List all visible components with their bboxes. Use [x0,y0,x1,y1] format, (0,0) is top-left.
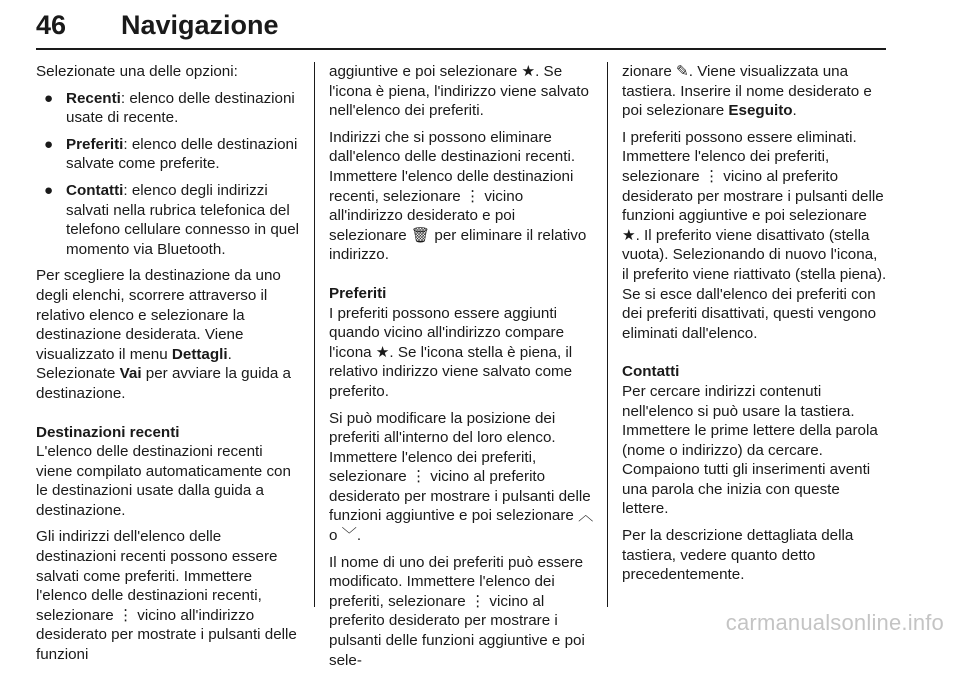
option-text: : elenco delle destinazioni usate di recente. [66,89,295,127]
contatti-paragraph-1: Per cercare indirizzi contenuti nell'elenco si può usare la tastiera. Immettere le prime lettere della parola (nome o indirizzo) da cercare. Compaiono tutti gli inserimenti aventi una parola che inizia con queste lettere. [622,382,878,518]
section-heading-preferiti: Preferiti [329,284,387,302]
column-2 [329,62,595,677]
button-eseguito: Eseguito [728,102,793,120]
bullet-icon: ● [44,181,54,199]
page-header [36,0,886,50]
option-text: : elenco degli indirizzi salvati nella rubrica telefonica del telefono cellulare connesso in quel momento via Bluetooth. [66,181,300,258]
preferiti-paragraph-1: I preferiti possono essere aggiunti quando vicino all'indirizzo compare l'icona ★. Se l'icona stella è piena, il relativo indirizzo viene salvato come preferito. [329,304,573,400]
option-term: Recenti [66,89,121,107]
column-1 [36,62,300,672]
watermark: carmanualsonline.info [725,610,944,635]
chapter-title: Navigazione [121,10,279,40]
header-rule [36,48,886,50]
option-term: Contatti [66,181,124,199]
bullet-icon: ● [44,89,54,107]
column-divider [607,62,608,607]
menu-dettagli: Dettagli [171,345,228,363]
preferiti-paragraph-5: I preferiti possono essere eliminati. Immettere l'elenco dei preferiti, selezionare ⋮ vicino al preferito desiderato per mostrare i pulsanti delle funzioni aggiuntive e poi selezionare ★. Il preferito viene disattivato (stella vuota). Selezionando di nuovo l'icona, il preferito viene riattivato (stella piena). Se si esce dall'elenco dei preferiti con dei preferiti disattivati, questi vengono eliminati dall'elenco. [622,128,887,342]
contatti-paragraph-2: Per la descrizione dettagliata della tastiera, vedere quanto detto precedentemente. [622,527,854,584]
recenti-paragraph-4: Indirizzi che si possono eliminare dall'elenco delle destinazioni recenti. Immettere l'elenco delle destinazioni recenti, selezionare ⋮ vicino all'indirizzo desiderato e poi selezionare 🗑 per eliminare il relativo indirizzo. [329,128,587,264]
column-divider [314,62,315,607]
section-heading-recenti: Destinazioni recenti [36,423,180,441]
list-selection-paragraph: Per scegliere la destinazione da uno degli elenchi, scorrere attraverso il relativo elenco e selezionare la destinazione desiderata. Viene visualizzato il menu Dettagli. Selezionate Vai per avviare la guida a destinazione. [36,267,291,402]
column-3 [622,62,888,592]
recenti-paragraph-1: L'elenco delle destinazioni recenti viene compilato automaticamente con le destinazioni usate dalla guida a destinazione. [36,443,291,519]
page-number: 46 [36,10,67,40]
list-item [36,181,300,259]
option-text: : elenco delle destinazioni salvate come preferite. [66,135,298,173]
recenti-paragraph-2: Gli indirizzi dell'elenco delle destinazioni recenti possono essere salvati come preferiti. Immettere l'elenco delle destinazioni recenti, selezionare ⋮ vicino all'indirizzo desiderato per mostrate i pulsanti delle funzioni [36,528,297,664]
preferiti-paragraph-2: Si può modificare la posizione dei preferiti all'interno del loro elenco. Immettere l'elenco dei preferiti, selezionare ⋮ vicino al preferito desiderato per mostrare i pulsanti delle funzioni aggiuntive e poi selezionare ︿ o ﹀. [329,409,594,545]
list-item [36,135,300,174]
option-term: Preferiti [66,135,124,153]
recenti-paragraph-3: aggiuntive e poi selezionare ★. Se l'icona è piena, l'indirizzo viene salvato nell'elenco dei preferiti. [329,63,589,120]
options-intro: Selezionate una delle opzioni: [36,63,238,80]
options-list [36,89,300,260]
preferiti-paragraph-4: zionare ✎. Viene visualizzata una tastiera. Inserire il nome desiderato e poi selezionare Eseguito. [622,63,872,120]
bullet-icon: ● [44,135,54,153]
button-vai: Vai [119,365,142,383]
list-item [36,89,300,128]
section-heading-contatti: Contatti [622,363,680,381]
preferiti-paragraph-3: Il nome di uno dei preferiti può essere modificato. Immettere l'elenco dei preferiti, selezionare ⋮ vicino al preferito desiderato per mostrare i pulsanti delle funzioni aggiuntive e poi sele- [329,553,585,669]
